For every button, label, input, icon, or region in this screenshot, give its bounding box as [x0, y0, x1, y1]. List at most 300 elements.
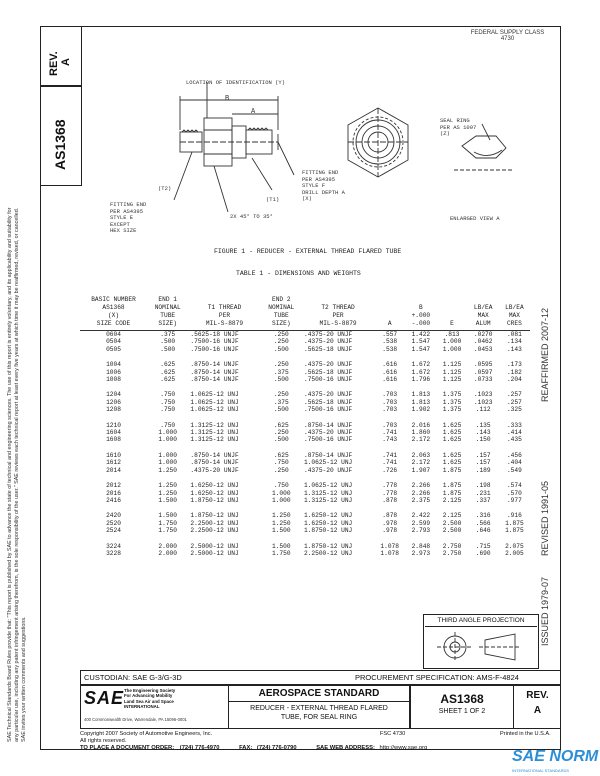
table-row	[80, 399, 530, 406]
table-cell: .456	[506, 451, 522, 459]
table-group-gap	[80, 444, 530, 452]
table-cell: .4375-20 UNJF	[303, 331, 353, 338]
table-cell: .500	[160, 345, 176, 353]
table-cell: 1.000	[271, 489, 291, 497]
table-cell: 2016	[106, 489, 121, 497]
table-cell: .5625-18 UNJF	[303, 345, 353, 353]
table-cell: .7500-16 UNJF	[303, 376, 353, 384]
table-group-gap	[80, 353, 530, 361]
table-cell: .616	[382, 368, 398, 376]
table-cell: 1.875	[505, 519, 524, 527]
table-cell: 1.0625-12 UNJ	[190, 406, 239, 414]
table-cell: .182	[506, 368, 522, 376]
table-cell: 1206	[106, 398, 121, 406]
table-cell: 2.2500-12 UNJ	[190, 519, 239, 527]
desc-line1: REDUCER - EXTERNAL THREAD FLARED	[250, 705, 388, 712]
label-seal: SEAL RING PER AS 1097 (Z)	[440, 117, 477, 137]
table-cell: 1.6250-12 UNJ	[303, 519, 353, 527]
table-cell: .7500-16 UNJF	[303, 436, 353, 444]
table-cell: .204	[506, 376, 522, 384]
table-cell: 1.078	[380, 549, 399, 557]
table-cell: .157	[475, 451, 491, 459]
table-cell: 2.063	[411, 451, 431, 459]
table-cell: 1.875	[505, 527, 524, 535]
table-cell: .750	[160, 391, 176, 399]
table-cell: .878	[382, 512, 398, 520]
table-cell: 1.078	[380, 542, 399, 550]
table-cell: .7500-16 UNJF	[190, 338, 239, 346]
table-cell: .325	[506, 406, 522, 414]
table-cell: .337	[475, 496, 491, 504]
rights: All rights reserved.	[80, 738, 127, 744]
table-cell: 1.3125-12 UNJ	[303, 489, 353, 497]
table-cell: 1.000	[158, 459, 177, 467]
table-cell: 2.750	[442, 542, 462, 550]
table-cell: 3228	[106, 549, 121, 557]
table-cell: .570	[506, 489, 522, 497]
table-cell: .375	[273, 368, 289, 376]
table-cell: .316	[475, 512, 491, 520]
table-cell: .538	[382, 345, 398, 353]
table-cell: .778	[382, 489, 398, 497]
third-angle-label: THIRD ANGLE PROJECTION	[425, 617, 537, 627]
table-cell: .703	[382, 406, 398, 414]
custodian: CUSTODIAN: SAE G-3/G-3D	[84, 673, 182, 682]
table-cell: .750	[160, 406, 176, 414]
table-cell: .0270	[473, 331, 493, 338]
table-cell: .625	[160, 361, 176, 369]
table-cell: .916	[506, 512, 522, 520]
table-header-row	[80, 296, 530, 331]
table-cell: 2.750	[442, 549, 462, 557]
table-cell: .726	[382, 466, 398, 474]
table-cell: .5625-18 UNJF	[303, 398, 353, 406]
table-cell: .081	[506, 331, 522, 338]
table-cell: .8750-14 UNJF	[303, 421, 353, 429]
table-cell: 2.266	[411, 482, 431, 490]
left-disclaimer: SAE Technical Standards Board Rules provide that: "This report is published by SAE to advance the state of technical and engineering sciences. The use of this report is entirely voluntary, and its applicability and suitability for any particular use, including any patent infringement arising therefrom, is the sole responsibility of the user." SAE reviews each technical report at least every five years at which time it may be reaffirmed, revised, or cancelled. SAE invites your written comments and suggestions.	[7, 207, 27, 742]
dimensions-table	[80, 296, 530, 557]
table-cell: 1.375	[442, 406, 462, 414]
table-cell: .250	[273, 361, 289, 369]
table-header-cell: END 2 NOMINAL TUBE SIZE)	[261, 296, 302, 331]
table-cell: 1.3125-12 UNJ	[190, 429, 239, 437]
table-cell: 1.500	[271, 542, 291, 550]
table-cell: 1.8750-12 UNJ	[190, 512, 239, 520]
table-cell: .4375-20 UNJF	[303, 391, 353, 399]
table-header-cell: T1 THREAD PER MIL-S-8879	[188, 296, 260, 331]
footer-rev-label: REV.	[526, 690, 549, 701]
table-cell: 3224	[106, 542, 121, 550]
table-cell: 1.860	[411, 429, 431, 437]
table-header-cell: B +.000 -.000	[405, 296, 436, 331]
table-cell: .8750-14 UNJF	[190, 376, 239, 384]
table-cell: 2.500	[442, 527, 462, 535]
table-cell: 1.547	[411, 338, 431, 346]
table-cell: .250	[273, 466, 289, 474]
table-cell: .557	[382, 331, 398, 338]
table-cell: 2.266	[411, 489, 431, 497]
table-cell: 1.875	[442, 489, 462, 497]
table-cell: .4375-20 UNJF	[303, 338, 353, 346]
table-cell: 1.3125-12 UNJ	[190, 421, 239, 429]
table-cell: .404	[506, 459, 522, 467]
table-group-gap	[80, 383, 530, 391]
web-url[interactable]: http://www.sae.org	[379, 745, 428, 751]
table-cell: .500	[273, 376, 289, 384]
table-cell: 1.125	[442, 376, 462, 384]
table-cell: 1.3125-12 UNJ	[190, 436, 239, 444]
federal-supply-class: FEDERAL SUPPLY CLASS 4730	[470, 30, 545, 42]
table-cell: .750	[273, 482, 289, 490]
table-row	[80, 490, 530, 497]
table-cell: 2.125	[442, 496, 462, 504]
header-rev-value: A	[60, 58, 72, 66]
table-cell: .715	[475, 542, 491, 550]
table-cell: 1.875	[442, 482, 462, 490]
web-label: SAE WEB ADDRESS:	[316, 745, 375, 751]
table-row	[80, 331, 530, 339]
table-cell: .189	[475, 466, 491, 474]
table-cell: 1.875	[442, 466, 462, 474]
order-phone: (724) 776-4970	[179, 745, 220, 751]
table-header-cell: E	[436, 296, 467, 331]
table-cell: .4375-20 UNJF	[303, 466, 353, 474]
table-cell: .813	[444, 331, 460, 338]
table-cell: 2.973	[411, 549, 431, 557]
table-cell: .750	[160, 398, 176, 406]
table-cell: .743	[382, 436, 398, 444]
table-cell: 1.8750-12 UNJ	[303, 527, 353, 535]
table-row	[80, 497, 530, 504]
table-cell: 1.750	[158, 519, 177, 527]
table-title: TABLE 1 - DIMENSIONS AND WEIGHTS	[236, 270, 361, 277]
table-cell: .257	[506, 398, 522, 406]
table-cell: 2.5000-12 UNJ	[190, 549, 239, 557]
figure-title: FIGURE 1 - REDUCER - EXTERNAL THREAD FLARED TUBE	[214, 248, 402, 255]
table-cell: .157	[475, 459, 491, 467]
table-cell: 1.500	[158, 496, 177, 504]
table-cell: 1.3125-12 UNJ	[303, 496, 353, 504]
table-cell: 1.000	[442, 345, 462, 353]
table-row	[80, 520, 530, 527]
table-cell: 1004	[106, 361, 121, 369]
table-row	[80, 406, 530, 413]
table-cell: .500	[273, 345, 289, 353]
label-dim-a: A	[251, 108, 256, 116]
footer-rev-value: A	[533, 705, 542, 716]
table-cell: 1.375	[442, 391, 462, 399]
table-row	[80, 429, 530, 436]
table-cell: .978	[382, 519, 398, 527]
table-cell: 1608	[106, 436, 121, 444]
table-cell: .134	[506, 338, 522, 346]
table-row	[80, 527, 530, 534]
sae-logo: SAE	[84, 688, 125, 708]
table-cell: .703	[382, 421, 398, 429]
table-cell: .143	[475, 429, 491, 437]
desc-line2: TUBE, FOR SEAL RING	[280, 714, 358, 721]
table-row	[80, 543, 530, 550]
table-cell: .4375-20 UNJF	[190, 466, 239, 474]
table-cell: .8750-14 UNJF	[190, 361, 239, 369]
sae-address: 400 Commonwealth Drive, Warrendale, PA 15096-0001	[84, 717, 187, 722]
table-cell: .977	[506, 496, 522, 504]
table-cell: 2.016	[411, 421, 431, 429]
table-cell: 1.125	[442, 368, 462, 376]
table-cell: 2.000	[158, 549, 177, 557]
table-cell: 1610	[106, 451, 121, 459]
table-header-cell: END 1 NOMINAL TUBE SIZE)	[147, 296, 188, 331]
table-row	[80, 422, 530, 429]
table-cell: 1.672	[411, 368, 431, 376]
table-cell: 2524	[106, 527, 121, 535]
table-cell: 2.793	[411, 527, 431, 535]
table-cell: .549	[506, 466, 522, 474]
table-cell: 1.750	[271, 549, 291, 557]
table-cell: .257	[506, 391, 522, 399]
table-cell: .625	[273, 451, 289, 459]
footer-doc-number: AS1368	[440, 692, 484, 706]
table-cell: 1.0625-12 UNJ	[190, 398, 239, 406]
table-cell: 1.250	[271, 519, 291, 527]
table-cell: .8750-14 UNJF	[190, 451, 239, 459]
table-cell: .333	[506, 421, 522, 429]
table-cell: .4375-20 UNJF	[303, 361, 353, 369]
table-cell: 2014	[106, 466, 121, 474]
header-rev-label: REV.	[48, 51, 60, 76]
table-cell: .0733	[473, 376, 493, 384]
table-cell: .750	[160, 421, 176, 429]
table-cell: 1.000	[158, 429, 177, 437]
table-cell: .625	[160, 376, 176, 384]
table-cell: 1.6250-12 UNJ	[190, 489, 239, 497]
procurement-spec: PROCUREMENT SPECIFICATION: AMS-F-4824	[355, 673, 519, 682]
table-cell: 2.125	[442, 512, 462, 520]
table-cell: .978	[382, 527, 398, 535]
header-rev	[48, 51, 72, 76]
table-cell: 1.500	[158, 512, 177, 520]
table-cell: 2.500	[442, 519, 462, 527]
table-cell: .231	[475, 489, 491, 497]
table-cell: .741	[382, 451, 398, 459]
table-cell: 1.250	[158, 466, 177, 474]
table-row	[80, 338, 530, 345]
table-cell: 2.075	[505, 542, 524, 550]
table-cell: 0604	[106, 331, 121, 338]
table-cell: 1.907	[411, 466, 431, 474]
table-cell: .500	[273, 406, 289, 414]
table-cell: 1.250	[158, 482, 177, 490]
table-cell: .0595	[473, 361, 493, 369]
table-cell: .574	[506, 482, 522, 490]
table-row	[80, 346, 530, 353]
table-group-gap	[80, 414, 530, 422]
table-cell: 1.0625-12 UNJ	[190, 391, 239, 399]
table-cell: 1.000	[158, 451, 177, 459]
table-cell: .690	[475, 549, 491, 557]
fax-label: FAX:	[239, 745, 253, 751]
table-cell: .878	[382, 496, 398, 504]
table-cell: 2.2500-12 UNJ	[303, 549, 353, 557]
table-cell: 1.813	[411, 398, 431, 406]
table-cell: 1.250	[158, 489, 177, 497]
table-cell: 1.625	[442, 459, 462, 467]
table-cell: 1612	[106, 459, 121, 467]
table-cell: .7500-16 UNJF	[190, 345, 239, 353]
table-cell: 1.8750-12 UNJ	[303, 542, 353, 550]
table-group-gap	[80, 535, 530, 543]
table-cell: 1.500	[271, 527, 291, 535]
table-cell: 2416	[106, 496, 121, 504]
table-cell: .4375-20 UNJF	[303, 429, 353, 437]
order-label: TO PLACE A DOCUMENT ORDER:	[80, 745, 175, 751]
figure-drawing	[82, 60, 560, 230]
table-cell: 0505	[106, 345, 121, 353]
printed-in: Printed in the U.S.A.	[500, 731, 551, 737]
table-cell: .1023	[473, 391, 493, 399]
table-row	[80, 550, 530, 557]
table-row	[80, 376, 530, 383]
table-header-cell: A	[374, 296, 405, 331]
table-cell: .0597	[473, 368, 493, 376]
label-fitting-end-2: FITTING END PER AS4395 STYLE E EXCEPT HEX SIZE	[110, 201, 147, 234]
table-cell: 1.6250-12 UNJ	[303, 512, 353, 520]
standard-title: AEROSPACE STANDARD	[228, 688, 410, 702]
table-cell: .112	[475, 406, 491, 414]
third-angle-symbol	[433, 630, 529, 664]
table-cell: 2012	[106, 482, 121, 490]
watermark-sub: INTERNATIONAL STANDARDS	[512, 768, 570, 773]
table-cell: 1.902	[411, 406, 431, 414]
table-cell: 1.000	[271, 496, 291, 504]
table-cell: 2.599	[411, 519, 431, 527]
table-cell: 1.625	[442, 451, 462, 459]
table-row	[80, 436, 530, 443]
table-cell: 2.172	[411, 436, 431, 444]
table-cell: 1.796	[411, 376, 431, 384]
table-cell: 2.375	[411, 496, 431, 504]
footer-sheet: SHEET 1 OF 2	[438, 708, 486, 715]
fsc: FSC 4730	[380, 731, 406, 737]
table-cell: .435	[506, 436, 522, 444]
table-cell: .500	[273, 436, 289, 444]
table-cell: .198	[475, 482, 491, 490]
table-cell: .135	[475, 421, 491, 429]
table-cell: 1.250	[271, 512, 291, 520]
table-row	[80, 361, 530, 368]
table-cell: .500	[160, 338, 176, 346]
label-angle: 2X 45° TO 35°	[230, 213, 273, 220]
label-t1: (T1)	[266, 196, 280, 203]
table-cell: .1023	[473, 398, 493, 406]
table-cell: 2.005	[505, 549, 524, 557]
table-header-cell: LB/EA MAX ALUM	[468, 296, 499, 331]
table-header-cell: BASIC NUMBER AS1368 (X) SIZE CODE	[80, 296, 147, 331]
table-cell: .646	[475, 527, 491, 535]
table-cell: 1.422	[411, 331, 431, 338]
table-cell: 1.672	[411, 361, 431, 369]
table-row	[80, 512, 530, 519]
table-cell: .414	[506, 429, 522, 437]
table-cell: .703	[382, 398, 398, 406]
table-cell: 1.000	[158, 436, 177, 444]
table-cell: 1.0625-12 UNJ	[303, 482, 353, 490]
table-cell: 1008	[106, 376, 121, 384]
table-cell: 1.8750-12 UNJ	[190, 496, 239, 504]
table-cell: 2.000	[158, 542, 177, 550]
table-cell: 1.813	[411, 391, 431, 399]
table-cell: 1.625	[442, 436, 462, 444]
table-cell: .250	[273, 391, 289, 399]
table-cell: .538	[382, 338, 398, 346]
table-cell: .0453	[473, 345, 493, 353]
table-cell: .5625-18 UNJF	[303, 368, 353, 376]
table-cell: 1208	[106, 406, 121, 414]
table-cell: .8750-14 UNJF	[303, 451, 353, 459]
header-doc-number: AS1368	[52, 119, 68, 170]
label-location-id: LOCATION OF IDENTIFICATION (Y)	[186, 79, 286, 86]
table-cell: 1604	[106, 429, 121, 437]
table-cell: .143	[506, 345, 522, 353]
table-group-gap	[80, 504, 530, 512]
table-cell: .375	[273, 398, 289, 406]
table-row	[80, 369, 530, 376]
table-group-gap	[80, 474, 530, 482]
table-row	[80, 459, 530, 466]
table-cell: .250	[273, 331, 289, 338]
table-cell: 1.000	[442, 338, 462, 346]
table-header-cell: T2 THREAD PER MIL-S-8879	[302, 296, 374, 331]
table-row	[80, 467, 530, 474]
table-cell: 1210	[106, 421, 121, 429]
table-cell: 2.172	[411, 459, 431, 467]
copyright: Copyright 2007 Society of Automotive Engineers, Inc.	[80, 731, 213, 737]
table-cell: .8750-14 UNJF	[190, 368, 239, 376]
table-header-cell: LB/EA MAX CRES	[499, 296, 530, 331]
sae-subtitle: The Engineering Society For Advancing Mobility Land Sea Air and Space INTERNATIONAL	[124, 688, 176, 710]
table-cell: 2.2500-12 UNJ	[190, 527, 239, 535]
table-cell: 1.625	[442, 421, 462, 429]
table-cell: 1.547	[411, 345, 431, 353]
label-fitting-end: FITTING END PER AS4395 STYLE F DRILL DEPTH A (X)	[302, 169, 345, 202]
table-cell: 1.125	[442, 361, 462, 369]
table-cell: .778	[382, 482, 398, 490]
label-enlarged: ENLARGED VIEW A	[450, 215, 500, 222]
table-row	[80, 482, 530, 489]
table-cell: 1.0625-12 UNJ	[303, 459, 353, 467]
revised-date: REVISED 1991-05	[540, 480, 550, 556]
table-row	[80, 391, 530, 398]
table-cell: 1.750	[158, 527, 177, 535]
issued-date: ISSUED 1979-07	[540, 576, 550, 646]
table-cell: .741	[382, 429, 398, 437]
table-cell: .616	[382, 361, 398, 369]
table-cell: .625	[273, 421, 289, 429]
table-cell: .703	[382, 391, 398, 399]
table-cell: 1.375	[442, 398, 462, 406]
table-cell: .173	[506, 361, 522, 369]
table-cell: .741	[382, 459, 398, 467]
table-cell: .250	[273, 429, 289, 437]
fax-phone: (724) 776-0790	[256, 745, 297, 751]
table-cell: 2520	[106, 519, 121, 527]
table-cell: .250	[273, 338, 289, 346]
table-cell: 2420	[106, 512, 121, 520]
table-cell: 0504	[106, 338, 121, 346]
watermark-brand: SAE NORM	[512, 748, 599, 765]
table-cell: .8750-14 UNJF	[190, 459, 239, 467]
